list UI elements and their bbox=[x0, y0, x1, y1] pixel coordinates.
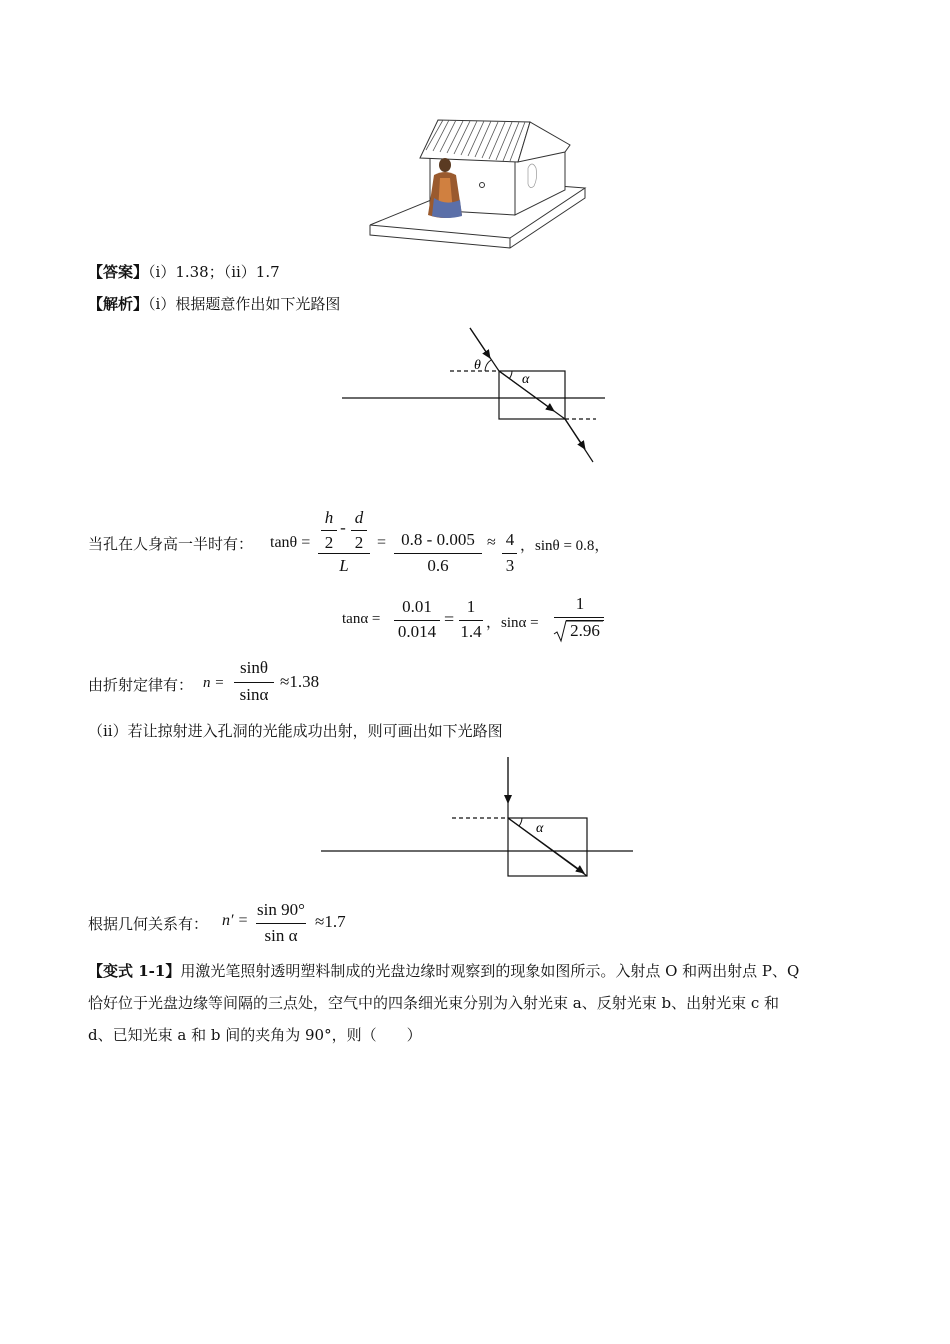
tan-alpha-lhs: tanα = bbox=[342, 611, 381, 627]
refraction-line-text: 由折射定律有： bbox=[88, 676, 194, 694]
tan-theta-den2: 0.6 bbox=[427, 556, 449, 575]
analysis-intro-i: （i）根据题意作出如下光路图 bbox=[148, 295, 341, 313]
house-illustration bbox=[360, 110, 600, 250]
theta-label: θ bbox=[474, 358, 481, 373]
geometry-lhs: n′ = bbox=[222, 912, 249, 929]
tan-theta-h-den: 2 bbox=[324, 533, 334, 552]
geometry-den: sin α bbox=[264, 926, 298, 945]
geometry-result: ≈1.7 bbox=[315, 912, 346, 931]
hole-line-text: 当孔在人身高一半时有： bbox=[88, 535, 254, 553]
tan-theta-lhs: tanθ = bbox=[270, 534, 311, 551]
refraction-lhs: n = bbox=[203, 675, 225, 691]
tan-alpha-eq: = bbox=[444, 609, 455, 629]
variant-line-1: 用激光笔照射透明塑料制成的光盘边缘时观察到的现象如图所示。入射点 O 和两出射点 P、Q bbox=[180, 962, 800, 980]
sin-alpha-den: 2.96 bbox=[570, 621, 600, 640]
light-path-diagram-1 bbox=[340, 322, 610, 467]
refraction-result: ≈1.38 bbox=[280, 672, 320, 691]
refraction-num: sinθ bbox=[240, 658, 268, 677]
tan-alpha-num1: 0.01 bbox=[402, 597, 432, 616]
geometry-num: sin 90° bbox=[257, 900, 305, 919]
tan-alpha-den1: 0.014 bbox=[397, 622, 437, 641]
geometry-line-text: 根据几何关系有： bbox=[88, 915, 209, 933]
tan-theta-eq: = bbox=[377, 534, 387, 551]
tan-alpha-num2: 1 bbox=[466, 597, 476, 616]
refraction-den: sinα bbox=[239, 685, 269, 704]
analysis-label: 【解析】 bbox=[88, 295, 149, 313]
analysis-intro-ii: （ii）若让掠射进入孔洞的光能成功出射，则可画出如下光路图 bbox=[88, 722, 503, 740]
tan-theta-minus: - bbox=[340, 518, 346, 537]
variant-line-2: 恰好位于光盘边缘等间隔的三点处，空气中的四条细光束分别为入射光束 a、反射光束 b、出射光束 c 和 bbox=[88, 994, 780, 1012]
tan-theta-d-den: 2 bbox=[354, 533, 364, 552]
tan-theta-d: d bbox=[354, 508, 364, 527]
sin-theta-value: ，sinθ = 0.8， bbox=[520, 538, 610, 554]
answer-label: 【答案】 bbox=[88, 263, 149, 281]
tan-theta-L: L bbox=[339, 556, 349, 575]
tan-theta-h: h bbox=[324, 508, 334, 527]
sin-alpha-num: 1 bbox=[575, 594, 585, 613]
tan-theta-den3: 3 bbox=[505, 556, 515, 575]
light-path-diagram-2 bbox=[318, 755, 638, 885]
variant-line-3: d、已知光束 a 和 b 间的夹角为 90°，则（ ） bbox=[88, 1026, 422, 1044]
variant-label: 【变式 1-1】 bbox=[88, 962, 181, 980]
tan-theta-num3: 4 bbox=[505, 530, 515, 549]
tan-theta-num2: 0.8 - 0.005 bbox=[401, 530, 475, 549]
sin-alpha-lhs: ，sinα = bbox=[486, 615, 539, 631]
tan-theta-approx: ≈ bbox=[487, 534, 496, 551]
answer-text: （i）1.38；（ii）1.7 bbox=[148, 263, 280, 281]
alpha-label: α bbox=[522, 372, 530, 387]
alpha-label-2: α bbox=[536, 821, 544, 836]
tan-alpha-den2: 1.4 bbox=[460, 622, 482, 641]
